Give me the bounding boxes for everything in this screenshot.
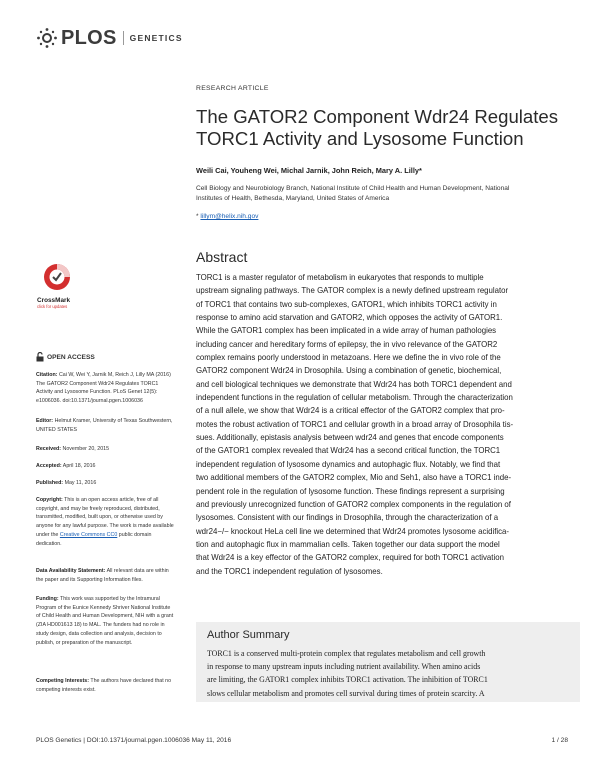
title-line-2: TORC1 Activity and Lysosome Function — [196, 128, 524, 149]
abstract-line: including cancer and hereditary forms of epilepsy, the in vivo relevance of the GATOR2 — [196, 339, 498, 349]
editor-block — [36, 417, 176, 434]
logo-divider — [123, 31, 124, 45]
abstract-line: tion and autophagic flux in mammalian cells. Taken together our data support the model — [196, 539, 500, 549]
data-availability-label: Data Availability Statement: — [36, 568, 106, 574]
abstract-line: While the GATOR1 complex has been implicated in a wide array of human pathologies — [196, 326, 497, 336]
abstract-line: independent functions in the regulation of cellular metabolism. Through the characterization — [196, 393, 513, 403]
abstract-line: and cell biological techniques we demonstrate that Wdr24 has both TORC1 dependent and — [196, 379, 512, 389]
abstract-line: motes the robust activation of TORC1 and cellular growth in a broad array of Drosophila tis- — [196, 419, 514, 429]
corresponding-email — [196, 213, 568, 220]
journal-logo[interactable] — [36, 26, 183, 50]
competing-interests-text: The authors have declared that no competing interests exist. — [36, 678, 172, 693]
data-availability-block — [36, 567, 176, 584]
editor-label: Editor: — [36, 418, 54, 424]
copyright-label: Copyright: — [36, 497, 63, 503]
competing-interests-block — [36, 677, 176, 694]
author-summary-body — [207, 647, 575, 700]
summary-line: in response to many upstream inputs including nutrient availability. When amino acids — [207, 662, 481, 672]
accepted-block — [36, 462, 176, 471]
crossmark-sublabel: click for updates — [37, 304, 68, 309]
abstract-line: of the GATOR1 complex revealed that Wdr24 has a second critical function, the TORC1 — [196, 446, 501, 456]
logo-text: PLOS — [61, 26, 117, 49]
abstract-line: complex remains poorly understood in metazoans. Here we define the in vivo role of the — [196, 353, 501, 363]
abstract-body — [196, 271, 568, 578]
citation-text: Cai W, Wei Y, Jarnik M, Reich J, Lilly MA (2016) The GATOR2 Component Wdr24 Regulates TORC1 Activity and Lysosome Function. PLoS Genet 12(5): e1006036. doi:10.1371/journal.pgen.1006036 — [36, 372, 171, 405]
journal-name: GENETICS — [129, 33, 183, 43]
title-line-1: The GATOR2 Component Wdr24 Regulates — [196, 106, 559, 127]
email-link[interactable]: lillym@helix.nih.gov — [200, 213, 259, 220]
abstract-line: that Wdr24 is a key effector of the GATOR2 complex, required for both TORC1 activation — [196, 553, 504, 563]
abstract-line: sues. Additionally, epistasis analysis between wdr24 and genes that encode components — [196, 433, 504, 443]
author-list: Weili Cai, Youheng Wei, Michal Jarnik, John Reich, Mary A. Lilly* — [196, 166, 422, 175]
cc0-license-link[interactable]: Creative Commons CC0 — [59, 531, 118, 538]
footer-citation: PLOS Genetics | DOI:10.1371/journal.pgen.1006036 May 11, 2016 — [36, 737, 232, 744]
abstract-line: GATOR2 component Wdr24 in Drosophila. Using a combination of genetic, biochemical, — [196, 366, 502, 376]
abstract-line: lysosomes. Consistent with our findings in Drosophila, through the characterization of a — [196, 513, 499, 523]
accepted-label: Accepted: — [36, 463, 62, 469]
published-label: Published: — [36, 480, 64, 486]
received-date: November 20, 2015 — [62, 446, 110, 452]
copyright-text: This is an open access article, free of all copyright, and may be freely reproduced, distributed, transmitted, modified, built upon, or otherwise used by anyone for any lawful purpose. The work is made available under the — [36, 497, 174, 538]
affiliation-line-1: Cell Biology and Neurobiology Branch, National Institute of Child Health and Human Development, National — [196, 185, 510, 192]
citation-label: Citation: — [36, 372, 58, 378]
citation-block — [36, 371, 176, 406]
abstract-line: TORC1 is a master regulator of metabolism in eukaryotes that responds to multiple — [196, 273, 484, 282]
plos-logo-icon — [36, 27, 58, 49]
crossmark-label: CrossMark — [37, 297, 71, 304]
affiliation — [196, 184, 568, 203]
published-date: May 11, 2016 — [64, 480, 97, 486]
email-star: * — [196, 213, 199, 220]
open-access-label: OPEN ACCESS — [47, 353, 95, 361]
funding-text: This work was supported by the Intramural Program of the Eunice Kennedy Shriver National Institute of Child Health and Human Development, NIH with a grant (ZIA HD001613 18) to MAL. The funders had no role in study design, data collection and analysis, decision to publish, or preparation of the manuscript. — [36, 596, 174, 646]
abstract-line: pendent role in the regulation of lysosome function. These findings represent a surprising — [196, 486, 505, 496]
received-label: Received: — [36, 446, 62, 452]
open-access-badge — [36, 352, 95, 362]
received-block — [36, 445, 176, 454]
abstract-line: and previously unrecognized function of GATOR2 complex components in the regulation of — [196, 499, 511, 509]
abstract-line: of a null allele, we show that Wdr24 is a critical effector of the GATOR2 complex that pro- — [196, 406, 505, 416]
summary-line: are limiting, the GATOR1 complex inhibits TORC1 activation. The inhibition of TORC1 — [207, 675, 488, 685]
editor-text: Helmut Kramer, University of Texas Southwestern, UNITED STATES — [36, 418, 173, 433]
crossmark-badge[interactable] — [37, 262, 77, 309]
published-block — [36, 479, 176, 488]
author-summary-heading: Author Summary — [207, 629, 290, 641]
page-number: 1 / 28 — [551, 737, 568, 744]
summary-line: slows cellular metabolism and promotes cell survival during times of protein scarcity. A — [207, 688, 485, 698]
abstract-line: independent regulation of lysosome dynamics and autophagic flux. Notably, we find that — [196, 459, 501, 469]
data-availability-text: All relevant data are within the paper and its Supporting Information files. — [36, 568, 169, 583]
funding-block — [36, 595, 176, 647]
funding-label: Funding: — [36, 596, 59, 602]
abstract-line: response to amino acid starvation and GATOR2, which opposes the activity of GATOR1. — [196, 313, 503, 323]
copyright-tail: public domain dedication. — [36, 531, 152, 547]
abstract-line: two additional members of the GATOR2 complex, Mio and Seh1, also have a TORC1 inde- — [196, 473, 512, 483]
competing-interests-label: Competing Interests: — [36, 678, 89, 684]
accepted-date: April 18, 2016 — [62, 463, 96, 469]
abstract-line: upstream signaling pathways. The GATOR complex is a newly defined upstream regulator — [196, 286, 509, 296]
open-lock-icon — [36, 352, 44, 362]
affiliation-line-2: Institutes of Health, Bethesda, Maryland, United States of America — [196, 194, 390, 202]
article-title — [196, 106, 568, 150]
crossmark-icon — [37, 262, 77, 292]
abstract-line: and the TORC1 independent regulation of lysosomes. — [196, 566, 383, 576]
summary-line: TORC1 is a conserved multi-protein complex that regulates metabolism and cell growth — [207, 649, 486, 658]
abstract-line: wdr24−/− knockout HeLa cell line we determined that Wdr24 promotes lysosome acidifica- — [196, 526, 510, 536]
article-type: RESEARCH ARTICLE — [196, 85, 269, 92]
abstract-heading: Abstract — [196, 249, 248, 265]
abstract-line: of TORC1 that contains two sub-complexes, GATOR1, which inhibits TORC1 activity in — [196, 299, 497, 309]
copyright-block — [36, 496, 176, 548]
